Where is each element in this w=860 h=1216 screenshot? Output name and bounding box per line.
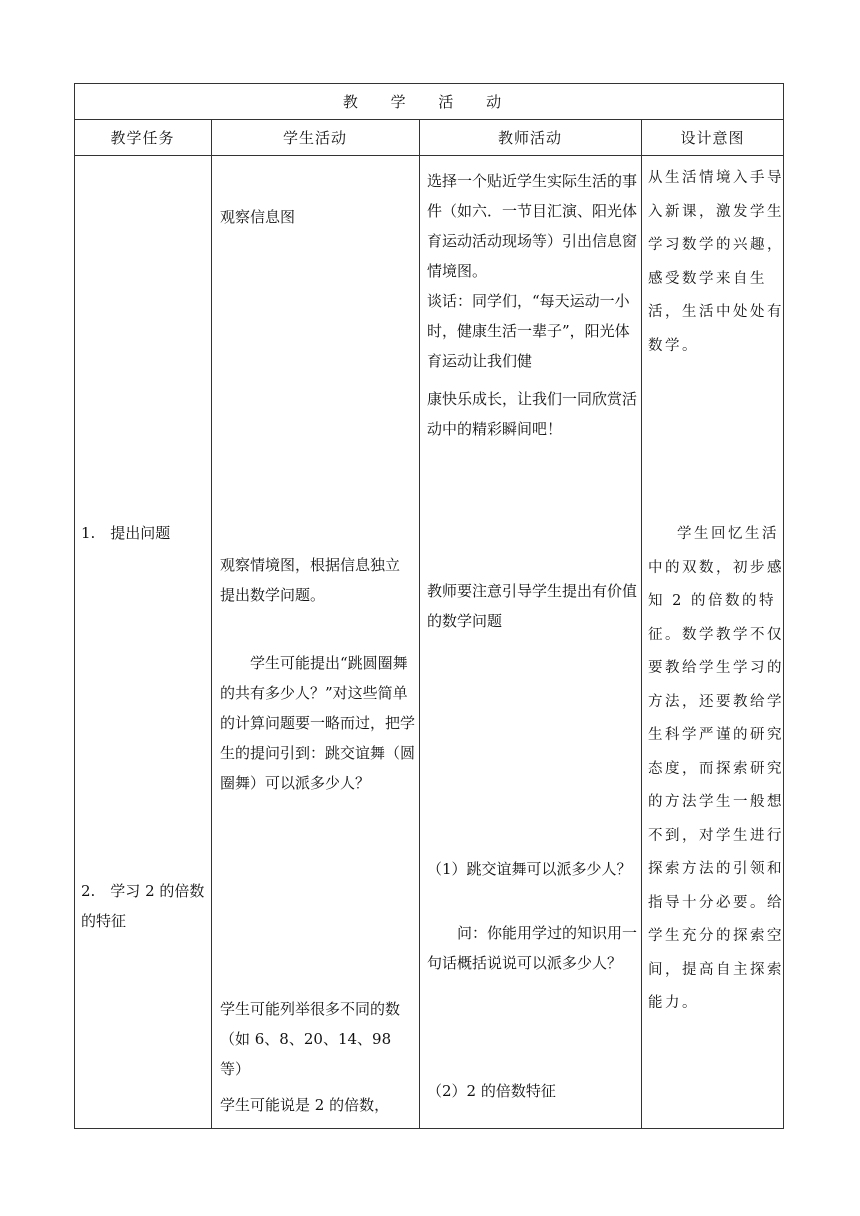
student-list-numbers: 学生可能列举很多不同的数（如 6、8、20、14、98 等）	[220, 1000, 401, 1078]
teacher-ask-summary: 问：你能用学过的知识用一句话概括说说可以派多少人？	[427, 924, 638, 972]
header-student: 学生活动	[282, 128, 347, 147]
student-possible-questions: 学生可能提出“跳圆圈舞的共有多少人？”对这些简单的计算问题要一略而过，把学生的提问引到：跳交谊舞（圆圈舞）可以派多少人？	[220, 654, 416, 792]
design-explore-method: 学生回忆生活中的双数，初步感知 2 的倍数的特征。数学教学不仅要教给学生学习的方法，还要教给学生科学严谨的研究态度，而探索研究的方法学生一般想不到，对学生进行探索方法的引领和指导十分必要。给学生充分的探索空间，提高自主探索能力。	[648, 526, 784, 1011]
header-divider	[74, 155, 784, 156]
task-propose-question: 1. 提出问题	[81, 524, 171, 542]
teacher-talk: 谈话：同学们，“每天运动一小时，健康生活一辈子”，阳光体育运动让我们健	[427, 292, 630, 370]
design-life-context: 从生活情境入手导入新课，激发学生学习数学的兴趣，感受数学来自生活，生活中处处有数学。	[648, 170, 784, 354]
teacher-talk-continued: 康快乐成长，让我们一同欣赏活动中的精彩瞬间吧！	[427, 390, 638, 438]
table-title: 教 学 活 动	[342, 92, 516, 111]
student-observe-info: 观察信息图	[220, 208, 296, 226]
student-say-multiples: 学生可能说是 2 的倍数，	[220, 1096, 390, 1114]
column-divider-2	[419, 119, 420, 1129]
column-divider-1	[211, 119, 212, 1129]
column-divider-3	[641, 119, 642, 1129]
task-learn-multiples-of-2: 2. 学习 2 的倍数的特征	[81, 882, 205, 930]
header-task: 教学任务	[110, 128, 175, 147]
teacher-dance-question: （1）跳交谊舞可以派多少人？	[427, 860, 632, 878]
teacher-multiples-feature: （2）2 的倍数特征	[427, 1082, 556, 1100]
header-teacher: 教师活动	[497, 128, 562, 147]
header-design: 设计意图	[680, 128, 745, 147]
teacher-choose-event: 选择一个贴近学生实际生活的事件（如六．一节目汇演、阳光体育运动活动现场等）引出信息窗情境图。	[427, 172, 638, 280]
teacher-guide-questions: 教师要注意引导学生提出有价值的数学问题	[427, 582, 638, 630]
student-observe-scene: 观察情境图，根据信息独立提出数学问题。	[220, 556, 401, 604]
